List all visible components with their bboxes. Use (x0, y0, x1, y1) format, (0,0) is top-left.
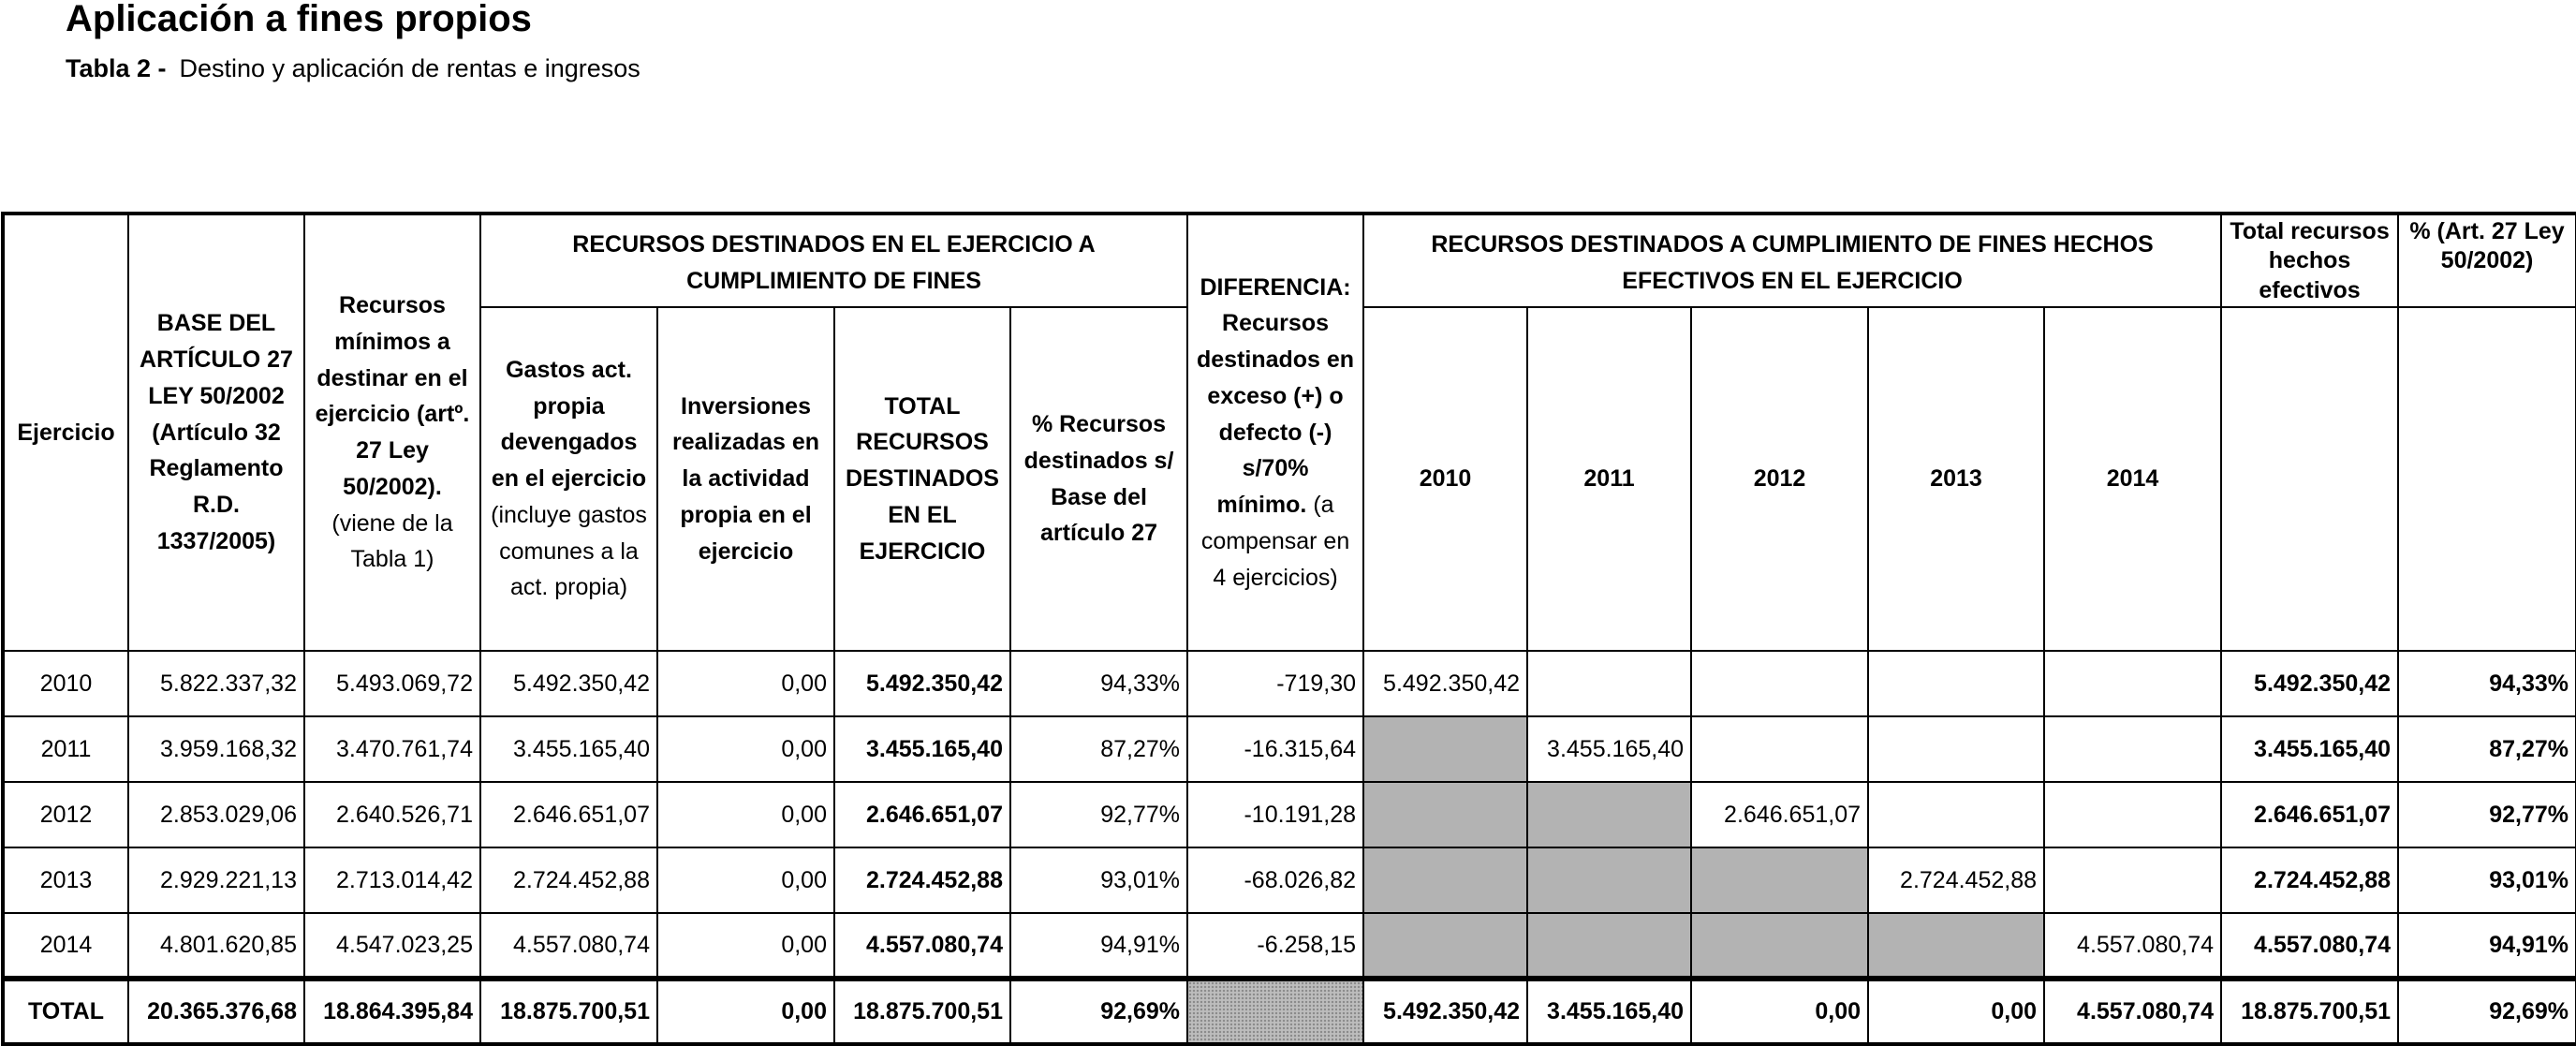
cell-inversiones: 0,00 (657, 716, 834, 782)
cell-pct: 94,91% (1010, 913, 1187, 979)
cell-gastos: 18.875.700,51 (480, 979, 657, 1044)
cell-total-hechos: 5.492.350,42 (2221, 651, 2398, 716)
cell-total-destinados: 3.455.165,40 (834, 716, 1010, 782)
cell-total-hechos: 3.455.165,40 (2221, 716, 2398, 782)
cell-efectivo-2014 (2044, 847, 2221, 913)
cell-efectivo-2014: 4.557.080,74 (2044, 979, 2221, 1044)
cell-efectivo-2014 (2044, 782, 2221, 847)
cell-base: 2.929.221,13 (128, 847, 304, 913)
cell-inversiones: 0,00 (657, 782, 834, 847)
header-group-destinados: RECURSOS DESTINADOS EN EL EJERCICIO A CUMPLIMIENTO DE FINES (480, 214, 1187, 307)
cell-total-destinados: 2.724.452,88 (834, 847, 1010, 913)
cell-shaded (1363, 847, 1527, 913)
cell-minimos: 4.547.023,25 (304, 913, 480, 979)
cell-efectivo-2012 (1691, 651, 1868, 716)
cell-shaded (1868, 913, 2044, 979)
cell-shaded (1691, 913, 1868, 979)
cell-shaded (1363, 782, 1527, 847)
cell-pct: 93,01% (1010, 847, 1187, 913)
cell-pct-art27: 92,69% (2398, 979, 2576, 1044)
cell-efectivo-2014 (2044, 716, 2221, 782)
header-diferencia-note: (a compensar en 4 ejercicios) (1200, 492, 1350, 591)
header-pct-art27: % (Art. 27 Ley 50/2002) (2398, 214, 2576, 307)
header-inversiones: Inversiones realizadas en la actividad propia en el ejercicio (657, 307, 834, 651)
cell-ejercicio: 2013 (3, 847, 128, 913)
cell-gastos: 3.455.165,40 (480, 716, 657, 782)
cell-inversiones: 0,00 (657, 651, 834, 716)
header-recursos-minimos-main: Recursos mínimos a destinar en el ejercicio (artº. 27 Ley 50/2002). (315, 292, 470, 500)
header-pct-art27-blank (2398, 307, 2576, 651)
header-recursos-minimos (304, 214, 480, 651)
header-diferencia-main: DIFERENCIA: Recursos destinados en exceso (+) o defecto (-) s/70% mínimo. (1196, 273, 1355, 519)
cell-base: 3.959.168,32 (128, 716, 304, 782)
table-subtitle (66, 52, 640, 85)
cell-efectivo-2010: 5.492.350,42 (1363, 979, 1527, 1044)
cell-base: 2.853.029,06 (128, 782, 304, 847)
cell-efectivo-2013: 0,00 (1868, 979, 2044, 1044)
cell-efectivo-2014: 4.557.080,74 (2044, 913, 2221, 979)
table-row-2013 (3, 847, 2576, 913)
header-total-hechos: Total recursos hechos efectivos (2221, 214, 2398, 307)
cell-shaded (1527, 847, 1691, 913)
cell-base: 4.801.620,85 (128, 913, 304, 979)
cell-base: 20.365.376,68 (128, 979, 304, 1044)
header-year-2014: 2014 (2044, 307, 2221, 651)
header-pct-destinados: % Recursos destinados s/ Base del artículo 27 (1010, 307, 1187, 651)
cell-total-destinados: 4.557.080,74 (834, 913, 1010, 979)
cell-total-hechos: 4.557.080,74 (2221, 913, 2398, 979)
table-description: Destino y aplicación de rentas e ingresos (179, 54, 640, 82)
cell-minimos: 2.640.526,71 (304, 782, 480, 847)
cell-efectivo-2011 (1527, 651, 1691, 716)
cell-pct: 94,33% (1010, 651, 1187, 716)
table-row-total (3, 979, 2576, 1044)
cell-ejercicio: 2010 (3, 651, 128, 716)
cell-diferencia: -6.258,15 (1187, 913, 1363, 979)
cell-efectivo-2011: 3.455.165,40 (1527, 716, 1691, 782)
cell-total-hechos: 2.646.651,07 (2221, 782, 2398, 847)
header-total-hechos-blank (2221, 307, 2398, 651)
cell-pct: 92,69% (1010, 979, 1187, 1044)
table-row-2010 (3, 651, 2576, 716)
cell-shaded (1527, 913, 1691, 979)
header-recursos-minimos-note: (viene de la Tabla 1) (331, 509, 453, 573)
table-number-label: Tabla 2 - (66, 54, 167, 82)
cell-inversiones: 0,00 (657, 979, 834, 1044)
cell-pct-art27: 93,01% (2398, 847, 2576, 913)
cell-efectivo-2013 (1868, 716, 2044, 782)
header-gastos-note: (incluye gastos comunes a la act. propia) (491, 501, 647, 601)
cell-ejercicio: 2014 (3, 913, 128, 979)
cell-minimos: 2.713.014,42 (304, 847, 480, 913)
header-gastos-main: Gastos act. propia devengados en el ejercicio (491, 356, 647, 493)
table-row-2012 (3, 782, 2576, 847)
cell-shaded (1527, 782, 1691, 847)
cell-shaded (1363, 716, 1527, 782)
header-ejercicio: Ejercicio (3, 214, 128, 651)
cell-total-destinados: 2.646.651,07 (834, 782, 1010, 847)
cell-efectivo-2010: 5.492.350,42 (1363, 651, 1527, 716)
cell-pct: 87,27% (1010, 716, 1187, 782)
rentas-table (1, 212, 2576, 1046)
cell-minimos: 18.864.395,84 (304, 979, 480, 1044)
cell-diferencia: -68.026,82 (1187, 847, 1363, 913)
cell-diferencia: -16.315,64 (1187, 716, 1363, 782)
cell-efectivo-2013: 2.724.452,88 (1868, 847, 2044, 913)
cell-diferencia: -10.191,28 (1187, 782, 1363, 847)
cell-pct-art27: 92,77% (2398, 782, 2576, 847)
cell-diferencia: -719,30 (1187, 651, 1363, 716)
cell-ejercicio: 2011 (3, 716, 128, 782)
header-year-2011: 2011 (1527, 307, 1691, 651)
table-row-2014 (3, 913, 2576, 979)
cell-gastos: 4.557.080,74 (480, 913, 657, 979)
cell-efectivo-2012: 2.646.651,07 (1691, 782, 1868, 847)
cell-minimos: 5.493.069,72 (304, 651, 480, 716)
cell-ejercicio: 2012 (3, 782, 128, 847)
page-title: Aplicación a fines propios (66, 0, 532, 39)
cell-pct-art27: 94,33% (2398, 651, 2576, 716)
cell-total-destinados: 5.492.350,42 (834, 651, 1010, 716)
cell-efectivo-2013 (1868, 651, 2044, 716)
cell-efectivo-2012: 0,00 (1691, 979, 1868, 1044)
cell-pct-art27: 87,27% (2398, 716, 2576, 782)
cell-efectivo-2013 (1868, 782, 2044, 847)
cell-pct-art27: 94,91% (2398, 913, 2576, 979)
cell-gastos: 5.492.350,42 (480, 651, 657, 716)
cell-efectivo-2014 (2044, 651, 2221, 716)
header-year-2012: 2012 (1691, 307, 1868, 651)
cell-base: 5.822.337,32 (128, 651, 304, 716)
cell-shaded (1691, 847, 1868, 913)
header-total-destinados: TOTAL RECURSOS DESTINADOS EN EL EJERCICIO (834, 307, 1010, 651)
cell-total-label: TOTAL (3, 979, 128, 1044)
cell-diferencia-dotted (1187, 979, 1363, 1044)
cell-efectivo-2012 (1691, 716, 1868, 782)
table-row-2011 (3, 716, 2576, 782)
cell-gastos: 2.724.452,88 (480, 847, 657, 913)
header-year-2013: 2013 (1868, 307, 2044, 651)
cell-efectivo-2011: 3.455.165,40 (1527, 979, 1691, 1044)
cell-minimos: 3.470.761,74 (304, 716, 480, 782)
cell-inversiones: 0,00 (657, 913, 834, 979)
header-base-articulo-27: BASE DEL ARTÍCULO 27 LEY 50/2002 (Artículo 32 Reglamento R.D. 1337/2005) (128, 214, 304, 651)
cell-shaded (1363, 913, 1527, 979)
cell-inversiones: 0,00 (657, 847, 834, 913)
cell-total-hechos: 18.875.700,51 (2221, 979, 2398, 1044)
header-diferencia (1187, 214, 1363, 651)
cell-pct: 92,77% (1010, 782, 1187, 847)
cell-total-destinados: 18.875.700,51 (834, 979, 1010, 1044)
header-year-2010: 2010 (1363, 307, 1527, 651)
header-group-efectivos: RECURSOS DESTINADOS A CUMPLIMIENTO DE FINES HECHOS EFECTIVOS EN EL EJERCICIO (1363, 214, 2221, 307)
cell-gastos: 2.646.651,07 (480, 782, 657, 847)
header-gastos-actividad (480, 307, 657, 651)
cell-total-hechos: 2.724.452,88 (2221, 847, 2398, 913)
